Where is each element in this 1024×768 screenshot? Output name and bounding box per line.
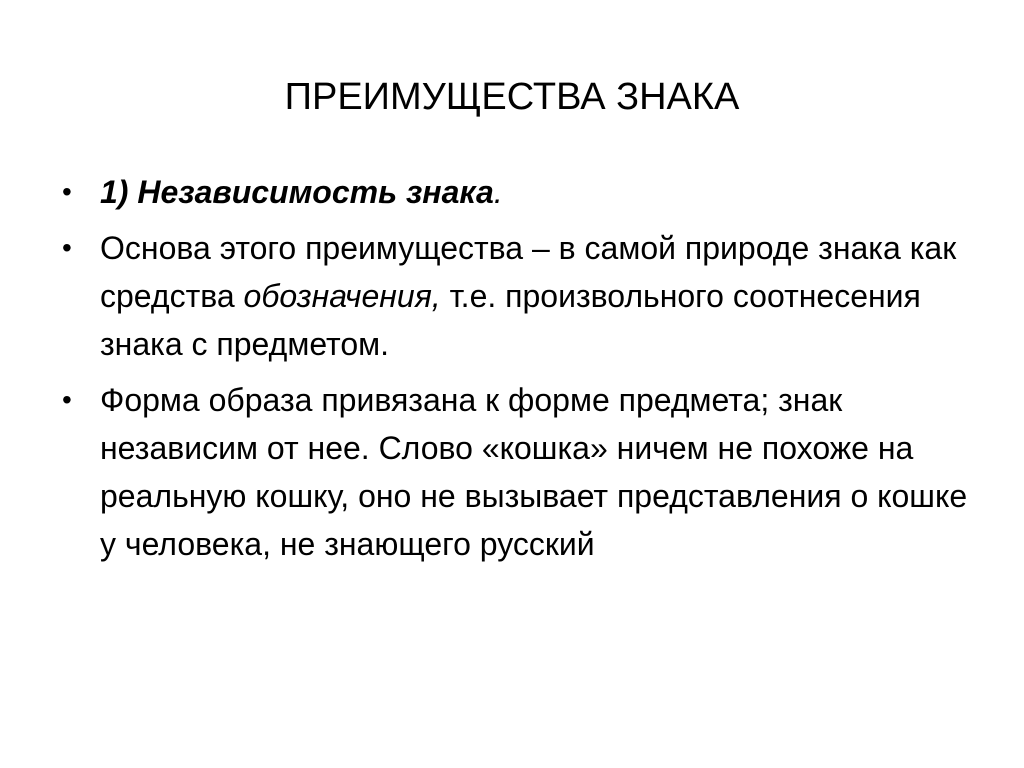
bullet-text-after: т.е. произвольного соотнесения знака с предметом.	[100, 278, 921, 362]
bullet-heading: 1) Независимость знака	[100, 174, 494, 210]
bullet-list	[60, 168, 980, 576]
bullet-item-independence	[60, 168, 980, 216]
bullet-icon: •	[62, 232, 72, 263]
bullet-heading-suffix: .	[493, 174, 503, 210]
bullet-text-italic: обозначения,	[243, 278, 441, 314]
bullet-text: Форма образа привязана к форме предмета; знак независим от нее. Слово «кошка» ничем не похоже на реальную кошку, оно не вызывает представления о кошке у человека, не знающего русский	[100, 382, 968, 562]
bullet-item-basis	[60, 224, 980, 368]
bullet-icon: •	[62, 384, 72, 415]
bullet-item-form	[60, 376, 980, 568]
bullet-text-before: Основа этого преимущества – в самой природе знака как средства	[100, 230, 957, 314]
slide-title: ПРЕИМУЩЕСТВА ЗНАКА	[284, 76, 740, 118]
bullet-icon: •	[62, 176, 72, 207]
